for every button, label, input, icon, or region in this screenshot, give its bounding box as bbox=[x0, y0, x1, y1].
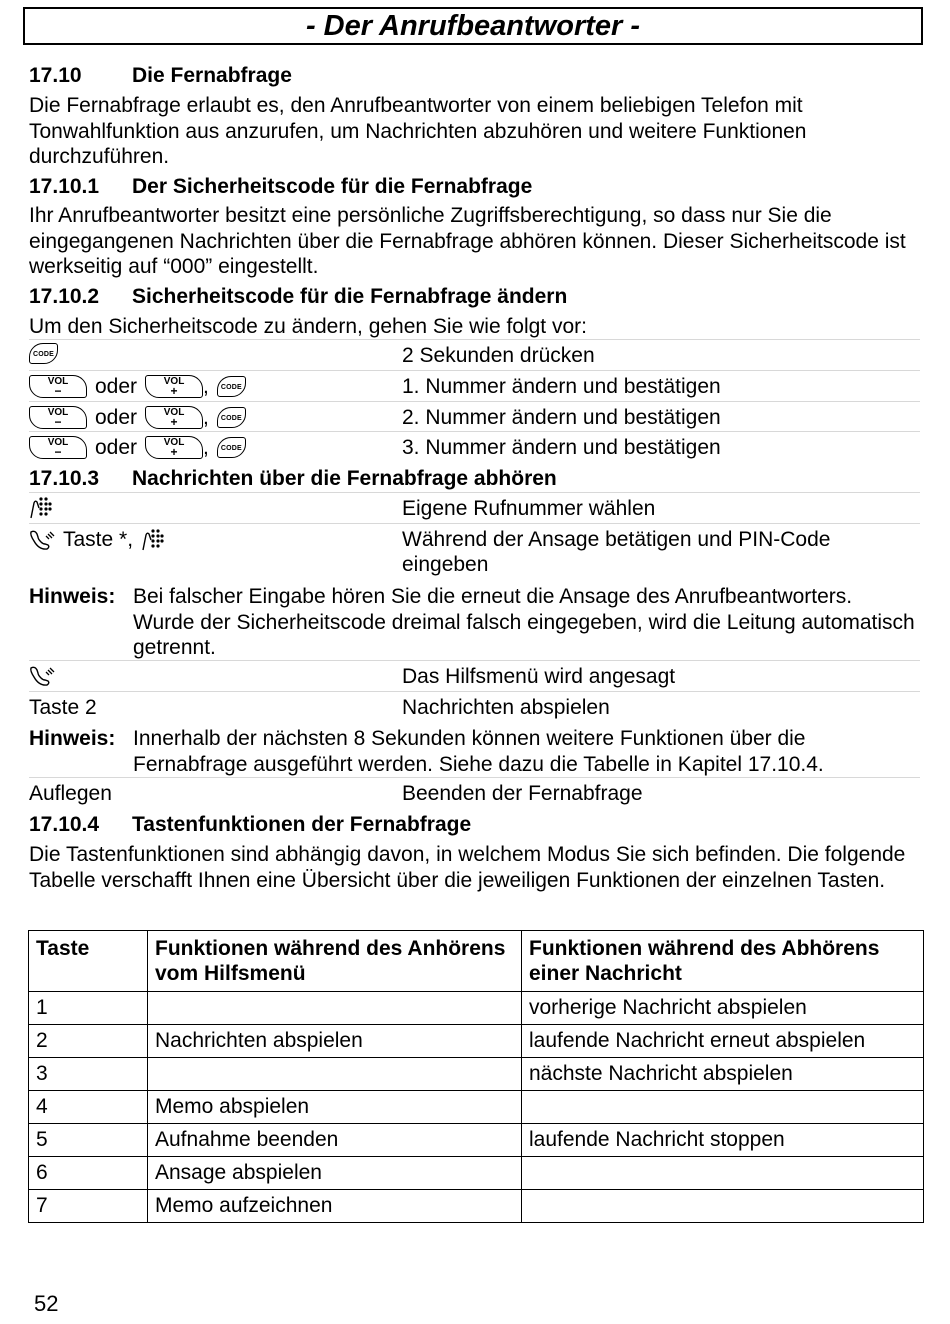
table-cell bbox=[148, 992, 522, 1025]
section-title: Nachrichten über die Fernabfrage abhören bbox=[132, 467, 557, 490]
step-text: Beenden der Fernabfrage bbox=[402, 782, 643, 805]
section-title: Tastenfunktionen der Fernabfrage bbox=[132, 813, 472, 836]
section-text-17-10-1: Ihr Anrufbeantworter besitzt eine persönliche Zugriffsberechtigung, so dass nur Sie die eingegangenen Nachrichten über die Fernabfrage abhören können. Dieser Sicherheitscode ist werkseitig auf “000” eingestellt. bbox=[29, 204, 906, 278]
step-row bbox=[29, 523, 920, 580]
key-function-table bbox=[28, 930, 924, 1223]
key-label: Taste *, bbox=[63, 528, 134, 551]
table-cell: 2 bbox=[29, 1025, 148, 1058]
code-key-icon: CODE bbox=[29, 343, 58, 364]
table-cell: laufende Nachricht erneut abspielen bbox=[522, 1025, 924, 1058]
table-cell: nächste Nachricht abspielen bbox=[522, 1058, 924, 1091]
step-text: Das Hilfsmenü wird angesagt bbox=[402, 665, 676, 688]
table-cell: Ansage abspielen bbox=[148, 1157, 522, 1190]
section-title: Sicherheitscode für die Fernabfrage ändern bbox=[132, 285, 568, 308]
code-key-icon: CODE bbox=[217, 407, 246, 428]
step-row bbox=[29, 492, 920, 523]
vol-minus-key-icon: VOL − bbox=[29, 375, 87, 398]
section-number: 17.10.4 bbox=[29, 813, 100, 836]
section-title: Die Fernabfrage bbox=[132, 64, 292, 87]
code-key-icon: CODE bbox=[217, 376, 246, 397]
table-cell: 6 bbox=[29, 1157, 148, 1190]
table-cell bbox=[522, 1157, 924, 1190]
step-keys bbox=[29, 343, 58, 364]
table-cell: Memo aufzeichnen bbox=[148, 1190, 522, 1223]
step-keys bbox=[29, 527, 165, 552]
code-key-icon: CODE bbox=[217, 437, 246, 458]
step-row bbox=[29, 660, 920, 691]
step-keys bbox=[29, 496, 53, 520]
table-row bbox=[29, 1190, 924, 1223]
table-cell: Aufnahme beenden bbox=[148, 1124, 522, 1157]
comma-text: , bbox=[203, 406, 209, 429]
hint-label: Hinweis: bbox=[29, 585, 116, 608]
listen-voice-icon bbox=[29, 664, 55, 688]
vol-plus-key-icon: VOL + bbox=[145, 436, 203, 459]
step-row bbox=[29, 431, 920, 462]
table-cell: 1 bbox=[29, 992, 148, 1025]
keypad-dial-icon bbox=[141, 528, 165, 552]
table-row bbox=[29, 992, 924, 1025]
table-row bbox=[29, 1058, 924, 1091]
table-cell bbox=[148, 1058, 522, 1091]
table-header-row bbox=[29, 931, 924, 992]
section-title: Der Sicherheitscode für die Fernabfrage bbox=[132, 175, 533, 198]
section-number: 17.10.1 bbox=[29, 175, 100, 198]
table-cell: 7 bbox=[29, 1190, 148, 1223]
section-text-17-10-4: Die Tastenfunktionen sind abhängig davon, in welchem Modus Sie sich befinden. Die folgende Tabelle verschafft Ihnen eine Übersicht über die jeweiligen Funktionen der einzelnen Tasten. bbox=[29, 843, 906, 892]
step-row bbox=[29, 370, 920, 401]
chapter-title-text: - Der Anrufbeantworter - bbox=[305, 9, 641, 42]
table-cell: laufende Nachricht stoppen bbox=[522, 1124, 924, 1157]
table-row bbox=[29, 1025, 924, 1058]
step-row bbox=[29, 339, 920, 370]
keypad-dial-icon bbox=[29, 496, 53, 520]
step-row bbox=[29, 691, 920, 722]
comma-text: , bbox=[203, 436, 209, 459]
table-header-cell: Taste bbox=[29, 931, 148, 992]
oder-text: oder bbox=[95, 436, 138, 459]
section-number: 17.10.2 bbox=[29, 285, 100, 308]
chapter-title bbox=[23, 7, 923, 45]
vol-minus-key-icon: VOL − bbox=[29, 436, 87, 459]
hint-text: Innerhalb der nächsten 8 Sekunden können weitere Funktionen über die Fernabfrage ausgeführt werden. Siehe dazu die Tabelle in Kapitel 17.10.4. bbox=[133, 727, 824, 776]
page-number: 52 bbox=[34, 1291, 59, 1316]
table-cell: vorherige Nachricht abspielen bbox=[522, 992, 924, 1025]
table-cell: 5 bbox=[29, 1124, 148, 1157]
table-cell: Memo abspielen bbox=[148, 1091, 522, 1124]
listen-voice-icon bbox=[29, 528, 55, 552]
step-text: Eigene Rufnummer wählen bbox=[402, 497, 656, 520]
step-text: Nachrichten abspielen bbox=[402, 696, 610, 719]
section-intro-17-10-2: Um den Sicherheitscode zu ändern, gehen Sie wie folgt vor: bbox=[29, 315, 587, 338]
step-keys bbox=[29, 374, 246, 399]
section-text-17-10: Die Fernabfrage erlaubt es, den Anrufbeantworter von einem beliebigen Telefon mit Tonwahlfunktion aus anzurufen, um Nachrichten abzuhören und weitere Funktionen durchzuführen. bbox=[29, 94, 807, 168]
vol-plus-key-icon: VOL + bbox=[145, 406, 203, 429]
step-row bbox=[29, 401, 920, 432]
step-text: 1. Nummer ändern und bestätigen bbox=[402, 375, 721, 398]
table-row bbox=[29, 1091, 924, 1124]
section-heading-17-10-3 bbox=[29, 466, 557, 491]
vol-plus-key-icon: VOL + bbox=[145, 375, 203, 398]
step-text: 2. Nummer ändern und bestätigen bbox=[402, 406, 721, 429]
step-keys: Taste 2 bbox=[29, 696, 97, 719]
table-header-cell: Funktionen während des Abhörens einer Nachricht bbox=[522, 931, 924, 992]
step-keys bbox=[29, 435, 246, 460]
vol-minus-key-icon: VOL − bbox=[29, 406, 87, 429]
table-row bbox=[29, 1124, 924, 1157]
hint-text: Bei falscher Eingabe hören Sie die erneut die Ansage des Anrufbeantworters. Wurde der Sicherheitscode dreimal falsch eingegeben, wird die Leitung automatisch getrennt. bbox=[133, 585, 915, 659]
step-keys: Auflegen bbox=[29, 782, 112, 805]
step-row bbox=[29, 777, 920, 808]
table-cell bbox=[522, 1190, 924, 1223]
step-text: Während der Ansage betätigen und PIN-Code eingeben bbox=[402, 528, 831, 576]
section-heading-17-10 bbox=[29, 63, 292, 88]
table-cell: 3 bbox=[29, 1058, 148, 1091]
comma-text: , bbox=[203, 375, 209, 398]
hint-label: Hinweis: bbox=[29, 727, 116, 750]
table-cell: 4 bbox=[29, 1091, 148, 1124]
table-cell bbox=[522, 1091, 924, 1124]
step-keys bbox=[29, 664, 55, 688]
step-text: 3. Nummer ändern und bestätigen bbox=[402, 436, 721, 459]
oder-text: oder bbox=[95, 406, 138, 429]
step-text: 2 Sekunden drücken bbox=[402, 344, 595, 367]
section-heading-17-10-1 bbox=[29, 174, 532, 199]
section-number: 17.10.3 bbox=[29, 467, 100, 490]
oder-text: oder bbox=[95, 375, 138, 398]
section-heading-17-10-4 bbox=[29, 812, 471, 837]
section-heading-17-10-2 bbox=[29, 284, 567, 309]
section-number: 17.10 bbox=[29, 64, 82, 87]
table-header-cell: Funktionen während des Anhörens vom Hilfsmenü bbox=[148, 931, 522, 992]
step-keys bbox=[29, 405, 246, 430]
table-cell: Nachrichten abspielen bbox=[148, 1025, 522, 1058]
table-row bbox=[29, 1157, 924, 1190]
